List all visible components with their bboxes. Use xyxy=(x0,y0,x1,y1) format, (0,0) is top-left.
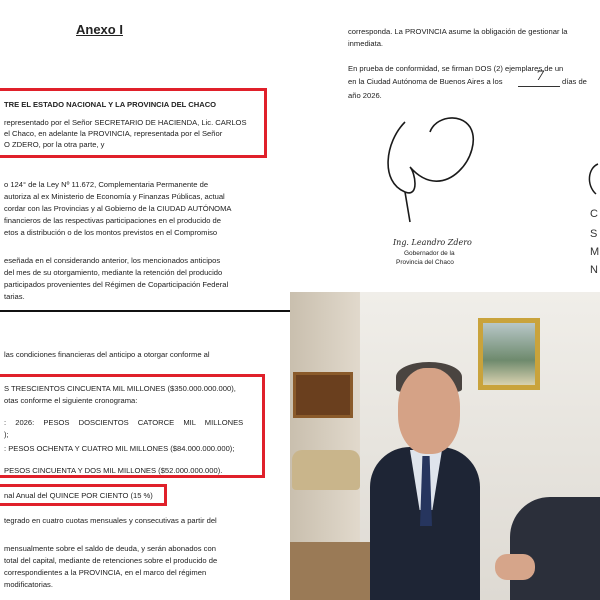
photo-man-face xyxy=(398,368,460,454)
doc-line: total del capital, mediante de retenciones sobre el producido de xyxy=(4,556,218,565)
photo-dark-painting xyxy=(293,372,353,418)
doc-line: S TRESCIENTOS CINCUENTA MIL MILLONES ($350.000.000.000), xyxy=(4,384,236,393)
doc-line: del mes de su otorgamiento, mediante la retención del producido xyxy=(4,268,223,277)
doc-line: ); xyxy=(4,430,9,439)
doc-line: modificatorias. xyxy=(4,580,53,589)
doc-line: representado por el Señor SECRETARIO DE HACIENDA, Lic. CARLOS xyxy=(4,118,247,127)
doc-line: autoriza al ex Ministerio de Economía y Finanzas Públicas, actual xyxy=(4,192,225,201)
doc-line: cordar con las Provincias y al Gobierno de la CIUDAD AUTÓNOMA xyxy=(4,204,232,213)
document-page-top-left xyxy=(0,0,290,310)
doc-line: las condiciones financieras del anticipo a otorgar conforme al xyxy=(4,350,210,359)
signature-title-line2: Provincia del Chaco xyxy=(396,259,454,266)
doc-line: año 2026. xyxy=(348,91,382,100)
doc-line: En prueba de conformidad, se firman DOS (2) ejemplares de un xyxy=(348,64,564,73)
doc-line: días de xyxy=(562,77,587,86)
doc-line: inmediata. xyxy=(348,39,384,48)
doc-line: tegrado en cuatro cuotas mensuales y consecutivas a partir del xyxy=(4,516,217,525)
doc-line: o 124° de la Ley Nº 11.672, Complementaria Permanente de xyxy=(4,180,209,189)
partial-signature xyxy=(584,160,600,200)
doc-line: eseñada en el considerando anterior, los mencionados anticipos xyxy=(4,256,221,265)
handwritten-day: 7 xyxy=(536,69,545,84)
doc-line: en la Ciudad Autónoma de Buenos Aires a los xyxy=(348,77,503,86)
doc-line: PESOS CINCUENTA Y DOS MIL MILLONES ($52.000.000.000). xyxy=(4,466,223,475)
photo-sofa xyxy=(292,450,360,490)
photo-gold-frame-painting xyxy=(478,318,540,390)
doc-line: el Chaco, en adelante la PROVINCIA, representada por el Señor xyxy=(4,129,223,138)
doc-line: tarias. xyxy=(4,292,25,301)
doc-line: otas conforme el siguiente cronograma: xyxy=(4,396,138,405)
document-page-top-right xyxy=(290,0,600,292)
doc-line: : 2026: PESOS DOSCIENTOS CATORCE MIL MILLONES xyxy=(4,418,244,427)
doc-line: etos a distribución o de los montos previstos en el Compromiso xyxy=(4,228,218,237)
page-divider xyxy=(0,310,290,312)
photo-handshake xyxy=(495,554,535,580)
cutoff-letter: C xyxy=(590,208,598,220)
doc-line: : PESOS OCHENTA Y CUATRO MIL MILLONES ($84.000.000.000); xyxy=(4,444,235,453)
signature-drawing xyxy=(375,112,495,232)
doc-line: O ZDERO, por la otra parte, y xyxy=(4,140,105,149)
document-page-bottom-left xyxy=(0,310,290,600)
signature-title-line1: Gobernador de la xyxy=(404,250,455,257)
doc-line: financieros de las respectivas participaciones en el producido de xyxy=(4,216,221,225)
doc-line: nal Anual del QUINCE POR CIENTO (15 %) xyxy=(4,491,153,500)
doc-line: correspondientes a la PROVINCIA, en el marco del régimen xyxy=(4,568,207,577)
cutoff-letter: M xyxy=(590,246,600,258)
annex-title: Anexo I xyxy=(76,22,123,37)
day-underline xyxy=(518,86,560,87)
doc-line: mensualmente sobre el saldo de deuda, y serán abonados con xyxy=(4,544,216,553)
cutoff-letter: S xyxy=(590,228,598,240)
photo-second-person xyxy=(510,497,600,600)
news-photo xyxy=(290,292,600,600)
doc-line: participados provenientes del Régimen de Coparticipación Federal xyxy=(4,280,229,289)
signature-handwritten-name: Ing. Leandro Zdero xyxy=(393,238,472,247)
cutoff-letter: N xyxy=(590,264,598,276)
doc-line: corresponda. La PROVINCIA asume la obligación de gestionar la xyxy=(348,27,568,36)
doc-line: TRE EL ESTADO NACIONAL Y LA PROVINCIA DEL CHACO xyxy=(4,100,217,109)
